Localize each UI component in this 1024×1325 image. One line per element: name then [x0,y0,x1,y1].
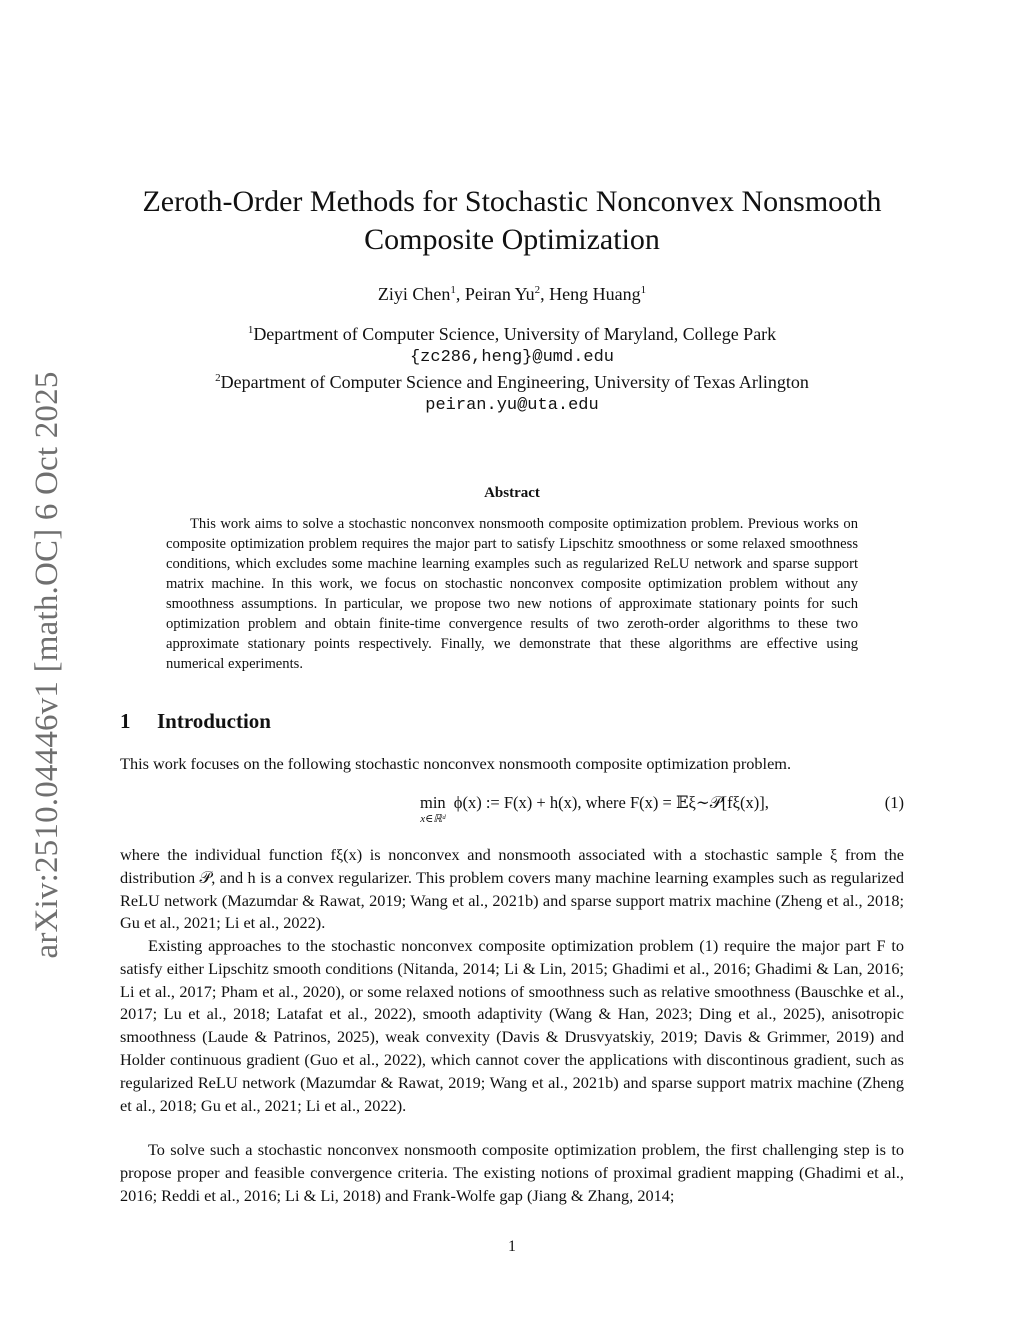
affiliation-1-email: {zc286,heng}@umd.edu [409,348,615,367]
author-list: Ziyi Chen$^1$, Peiran Yu$^2$, Heng Huang$^1$ [377,284,647,304]
arxiv-side-stamp [23,360,71,970]
author-name: Ziyi Chen [377,284,451,304]
affiliation-2 [120,370,904,394]
affiliation-2-email: peiran.yu@uta.edu [425,396,599,415]
affiliation-mark: 2 [215,372,221,384]
body-paragraph: To solve such a stochastic nonconvex nonsmooth composite optimization problem, the first challenging step is to propose proper and feasible convergence criteria. The existing notions of proximal gradient mapping (Ghadimi et al., 2016; Reddi et al., 2016; Li & Li, 2018) and Frank-Wolfe gap (Jiang & Zhang, 2014; [120,1140,904,1205]
author-name: Heng Huang [549,284,641,304]
paper-title: Zeroth-Order Methods for Stochastic Nonconvex Nonsmooth Composite Optimization [142,185,882,256]
author-affiliation-mark: 2 [534,284,541,296]
affiliation-text: Department of Computer Science, University of Maryland, College Park [253,324,777,344]
author-name: Peiran Yu [464,284,535,304]
affiliation-text: Department of Computer Science and Engineering, University of Texas Arlington [220,372,809,392]
intro-lead-paragraph: This work focuses on the following stochastic nonconvex nonsmooth composite optimization problem. [120,754,792,773]
equation-1 [120,793,904,833]
page-number: 1 [508,1238,516,1255]
section-heading [120,707,271,735]
abstract-heading: Abstract [484,485,540,501]
section-number: 1 [120,709,131,733]
equation-expression: ϕ(x) := F(x) + h(x), where F(x) = 𝔼ξ∼𝒫[fξ(x)], [453,793,769,812]
section-title: Introduction [157,709,271,733]
equation-body [420,793,769,825]
affiliation-1 [120,322,904,346]
body-paragraph: where the individual function fξ(x) is nonconvex and nonsmooth associated with a stochastic sample ξ from the distribution 𝒫, and h is a convex regularizer. This problem covers many machine learning examples such as regularized ReLU network (Mazumdar & Rawat, 2019; Wang et al., 2021b) and sparse support matrix machine (Zheng et al., 2018; Gu et al., 2021; Li et al., 2022). [120,845,904,933]
author-affiliation-mark: 1 [450,284,456,296]
equation-min-operator [420,793,446,825]
abstract-text: This work aims to solve a stochastic nonconvex nonsmooth composite optimization problem. Previous works on composite optimization problem requires the major part to satisfy Lipschitz smoothness or some relaxed smoothness conditions, which excludes some machine learning examples such as regularized ReLU network and sparse support matrix machine. In this work, we focus on stochastic nonconvex composite optimization problem without any smoothness assumptions. In particular, we propose two new notions of approximate stationary points for such optimization problem and obtain finite-time convergence results of two zeroth-order algorithms to these two approximate stationary points respectively. Finally, we demonstrate that these algorithms are effective using numerical experiments. [166,516,858,672]
body-paragraph: Existing approaches to the stochastic nonconvex composite optimization problem (1) require the major part F to satisfy either Lipschitz smooth conditions (Nitanda, 2014; Li & Lin, 2015; Ghadimi et al., 2016; Ghadimi & Lan, 2016; Li et al., 2017; Pham et al., 2020), or some relaxed notions of smoothness such as relative smoothness (Bauschke et al., 2017; Lu et al., 2018; Latafat et al., 2022), smooth adaptivity (Wang & Han, 2023; Ding et al., 2025), anisotropic smoothness (Laude & Patrinos, 2025), weak convexity (Davis & Drusvyatskiy, 2019; Davis & Grimmer, 2019) and Holder continuous gradient (Guo et al., 2022), which cannot cover the applications with discontinous gradient, such as regularized ReLU network (Mazumdar & Rawat, 2019; Wang et al., 2021b) and sparse support matrix machine (Zheng et al., 2018; Gu et al., 2021; Li et al., 2022). [120,936,904,1115]
equation-number: (1) [884,793,904,812]
arxiv-identifier: arXiv:2510.04446v1 [math.OC] 6 Oct 2025 [29,371,65,959]
author-affiliation-mark: 1 [640,284,647,296]
affiliation-mark: 1 [247,324,254,336]
min-operator: min [420,793,446,812]
min-subscript: x∈ℝᵈ [420,813,446,825]
